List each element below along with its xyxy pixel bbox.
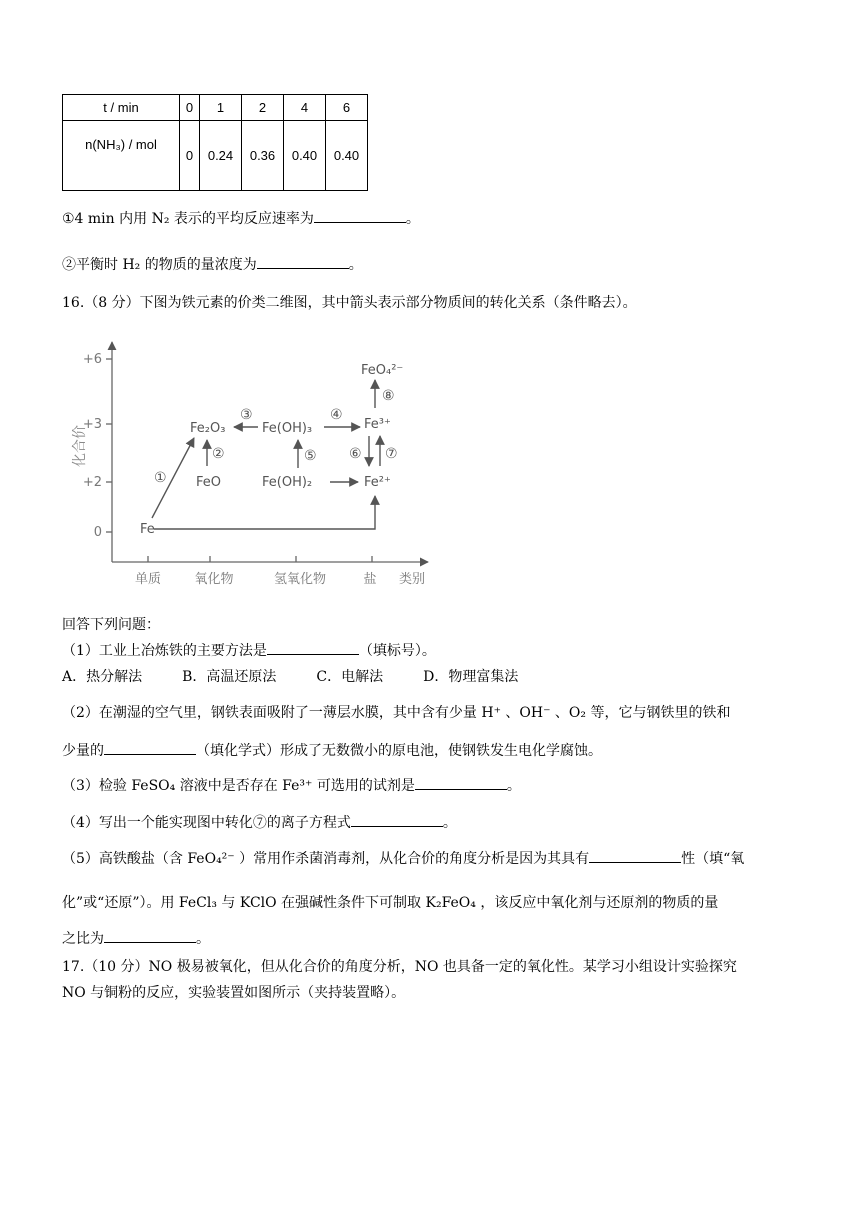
table-header-cell: 4 — [284, 95, 326, 121]
answer-blank[interactable] — [415, 775, 507, 790]
q16-part5-line2: 化”或“还原”）。用 FeCl₃ 与 KClO 在强碱性条件下可制取 K₂FeO₄ ，该反应中氧化剂与还原剂的物质的量 — [62, 895, 719, 911]
option-c[interactable]: C．电解法 — [316, 669, 384, 685]
x-tick-label: 氧化物 — [194, 572, 234, 587]
arrow-label-2: ② — [212, 446, 225, 462]
option-d[interactable]: D．物理富集法 — [423, 669, 519, 685]
answer-blank[interactable] — [104, 928, 196, 943]
species-fe2: Fe²⁺ — [364, 475, 391, 490]
q16-options — [62, 666, 558, 686]
table-header-cell: 0 — [180, 95, 200, 121]
q16-part3: （3）检验 FeSO₄ 溶液中是否存在 Fe³⁺ 可选用的试剂是 。 — [62, 775, 521, 795]
table-cell: 0.24 — [200, 121, 242, 191]
x-tick-label: 盐 — [363, 572, 377, 587]
q16-part1: （1）工业上冶炼铁的主要方法是 （填标号）。 — [62, 640, 436, 660]
q15-sub2: ②平衡时 H₂ 的物质的量浓度为 。 — [62, 254, 363, 274]
species-feoh2: Fe(OH)₂ — [262, 475, 313, 490]
q16-part4: （4）写出一个能实现图中转化⑦的离子方程式 。 — [62, 812, 457, 832]
q16-stem: 16.（8 分）下图为铁元素的价类二维图，其中箭头表示部分物质间的转化关系（条件略去）。 — [62, 295, 637, 311]
species-fe3: Fe³⁺ — [364, 417, 391, 432]
answer-blank[interactable] — [351, 812, 443, 827]
q17-line1: 17.（10 分）NO 极易被氧化，但从化合价的角度分析，NO 也具备一定的氧化性。某学习小组设计实验探究 — [62, 959, 737, 975]
species-feo4: FeO₄²⁻ — [361, 363, 404, 378]
arrow-fe-fe2 — [154, 496, 375, 529]
iron-valence-diagram — [62, 326, 442, 594]
answer-blank[interactable] — [589, 848, 681, 863]
table-cell: 0.40 — [326, 121, 368, 191]
table-header-cell: 6 — [326, 95, 368, 121]
q16-intro: 回答下列问题： — [62, 617, 160, 633]
y-tick-label: 0 — [93, 525, 102, 540]
table-cell: 0 — [180, 121, 200, 191]
answer-blank[interactable] — [257, 254, 349, 269]
y-tick-label: +2 — [82, 475, 102, 490]
species-feoh3: Fe(OH)₃ — [262, 421, 313, 436]
species-fe2o3: Fe₂O₃ — [190, 421, 226, 436]
q16-part2-line2: 少量的 （填化学式）形成了无数微小的原电池，使钢铁发生电化学腐蚀。 — [62, 740, 602, 760]
answer-blank[interactable] — [314, 208, 406, 223]
answer-blank[interactable] — [267, 640, 359, 655]
arrow-label-8: ⑧ — [382, 388, 395, 404]
x-axis-title: 类别 — [398, 572, 426, 587]
data-table — [62, 94, 368, 191]
y-tick-label: +3 — [82, 417, 102, 432]
arrow-label-3: ③ — [240, 407, 253, 423]
q17-line2: NO 与铜粉的反应，实验装置如图所示（夹持装置略）。 — [62, 985, 406, 1001]
q15-sub1: ①4 min 内用 N₂ 表示的平均反应速率为 。 — [62, 208, 420, 228]
table-cell: 0.40 — [284, 121, 326, 191]
option-b[interactable]: B．高温还原法 — [182, 669, 277, 685]
table-cell: 0.36 — [242, 121, 284, 191]
table-header-cell: 1 — [200, 95, 242, 121]
option-a[interactable]: A．热分解法 — [62, 669, 143, 685]
y-tick-label: +6 — [82, 352, 102, 367]
table-row-label: n(NH₃) / mol — [63, 121, 180, 191]
species-fe: Fe — [140, 522, 155, 537]
arrow-label-1: ① — [154, 470, 167, 486]
q16-part5-line1: （5）高铁酸盐（含 FeO₄²⁻ ）常用作杀菌消毒剂，从化合价的角度分析是因为其具有 性（填“氧 — [62, 848, 744, 868]
arrow-label-4: ④ — [330, 407, 343, 423]
table-header-cell: 2 — [242, 95, 284, 121]
arrow-label-5: ⑤ — [304, 448, 317, 464]
species-feo: FeO — [196, 475, 221, 490]
arrow-label-6: ⑥ — [349, 446, 362, 462]
arrow-label-7: ⑦ — [385, 446, 398, 462]
x-tick-label: 氢氧化物 — [273, 572, 327, 587]
table-header-cell: t / min — [63, 95, 180, 121]
y-axis-title: 化合价 — [72, 425, 88, 467]
x-tick-label: 单质 — [134, 572, 162, 587]
q16-part2-line1: （2）在潮湿的空气里，钢铁表面吸附了一薄层水膜，其中含有少量 H⁺ 、OH⁻ 、O₂ 等，它与钢铁里的铁和 — [62, 705, 731, 721]
answer-blank[interactable] — [104, 740, 196, 755]
q16-part5-line3: 之比为 。 — [62, 928, 210, 948]
